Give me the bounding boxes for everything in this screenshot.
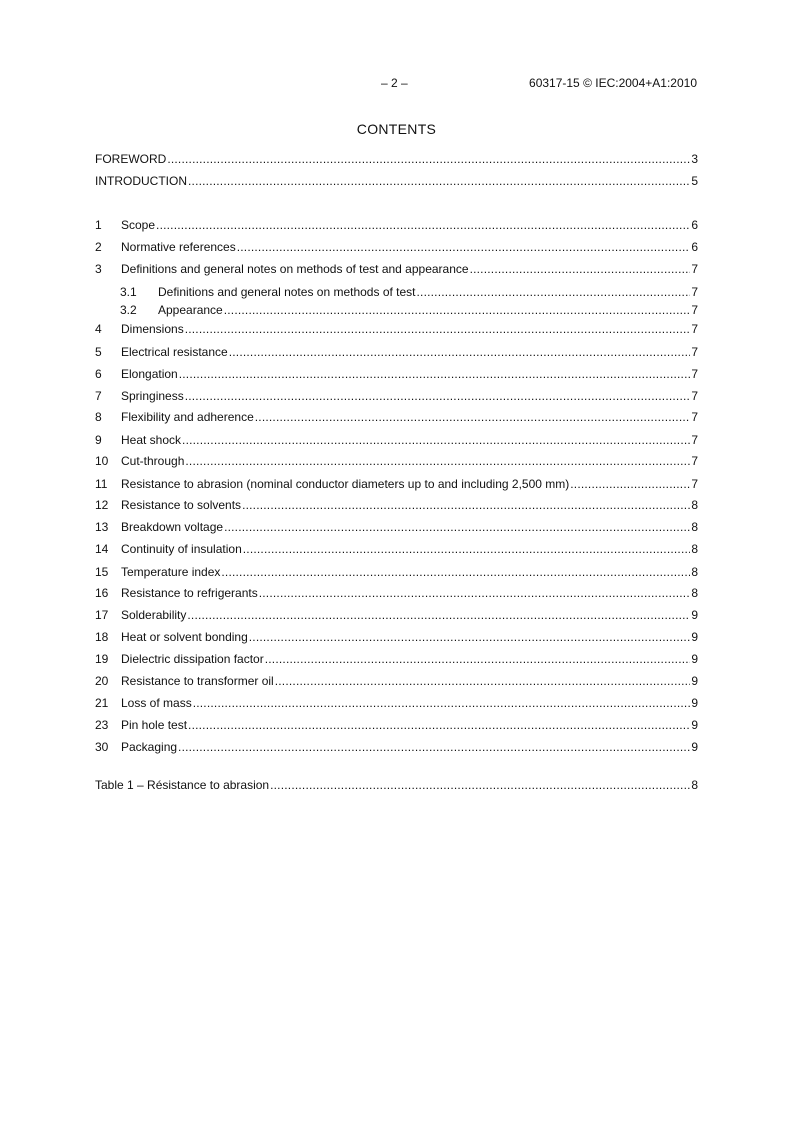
toc-entry-label: Normative references: [121, 240, 236, 254]
toc-entry-page: 3: [691, 152, 698, 166]
toc-entry-label: Loss of mass: [121, 696, 192, 710]
toc-entry-page: 7: [691, 285, 698, 299]
toc-entry-label: Resistance to solvents: [121, 498, 242, 512]
toc-entry-page: 8: [691, 498, 698, 512]
dot-leader: [265, 651, 691, 667]
toc-entry-number: 21: [95, 696, 109, 710]
toc-entry-label: Appearance: [158, 303, 223, 317]
toc-entry-page: 6: [691, 218, 698, 232]
dot-leader: [187, 607, 690, 623]
toc-entry-number: 8: [95, 410, 102, 424]
toc-entry-label: Continuity of insulation: [121, 542, 242, 556]
toc-entry-label: Definitions and general notes on methods of test: [158, 285, 416, 299]
dot-leader: [275, 673, 691, 689]
toc-entry-number: 18: [95, 630, 109, 644]
toc-entry-number: 10: [95, 454, 109, 468]
toc-entry-number: 3.2: [120, 303, 137, 317]
toc-entry-label: Pin hole test: [121, 718, 188, 732]
dot-leader: [249, 629, 691, 645]
dot-leader: [470, 261, 691, 277]
toc-entry-label: Dielectric dissipation factor: [121, 652, 264, 666]
toc-entry-page: 9: [691, 630, 698, 644]
toc-entry-page: 7: [691, 367, 698, 381]
toc-entry-number: 9: [95, 433, 102, 447]
toc-entry-label: Definitions and general notes on methods of test and appearance: [121, 262, 469, 276]
toc-entry-number: 3.1: [120, 285, 137, 299]
toc-entry-number: 20: [95, 674, 109, 688]
dot-leader: [570, 476, 690, 492]
toc-entry-page: 9: [691, 674, 698, 688]
toc-entry-label: Flexibility and adherence: [121, 410, 254, 424]
toc-entry-number: 1: [95, 218, 102, 232]
dot-leader: [185, 453, 690, 469]
toc-entry-label: Resistance to refrigerants: [121, 586, 258, 600]
dot-leader: [242, 497, 690, 513]
toc-entry-number: 19: [95, 652, 109, 666]
toc-entry-number: 13: [95, 520, 109, 534]
toc-entry-number: 14: [95, 542, 109, 556]
dot-leader: [237, 239, 691, 255]
toc-entry-clause-3-1[interactable]: [120, 284, 698, 300]
toc-entry-table-1[interactable]: [95, 777, 698, 793]
toc-entry-number: 17: [95, 608, 109, 622]
toc-entry-clause-1[interactable]: [95, 217, 698, 233]
toc-entry-clause-17[interactable]: [95, 607, 698, 623]
toc-entry-label: Packaging: [121, 740, 178, 754]
toc-entry-page: 8: [691, 586, 698, 600]
toc-entry-clause-30[interactable]: [95, 739, 698, 755]
dot-leader: [224, 519, 690, 535]
toc-entry-number: 11: [95, 477, 108, 491]
toc-entry-page: 8: [691, 778, 698, 792]
toc-entry-label: Electrical resistance: [121, 345, 228, 359]
toc-entry-clause-3-2[interactable]: [120, 302, 698, 318]
dot-leader: [243, 541, 691, 557]
toc-entry-label: Temperature index: [121, 565, 221, 579]
toc-entry-clause-2[interactable]: [95, 239, 698, 255]
dot-leader: [417, 284, 691, 300]
dot-leader: [188, 717, 690, 733]
dot-leader: [185, 388, 691, 404]
toc-entry-clause-10[interactable]: [95, 453, 698, 469]
toc-entry-introduction[interactable]: [95, 173, 698, 189]
toc-entry-page: 8: [691, 520, 698, 534]
toc-entry-label: INTRODUCTION: [95, 174, 187, 188]
toc-entry-label: Scope: [121, 218, 156, 232]
toc-entry-page: 8: [691, 542, 698, 556]
toc-entry-page: 9: [691, 652, 698, 666]
toc-entry-page: 9: [691, 696, 698, 710]
contents-title: CONTENTS: [356, 121, 437, 137]
toc-entry-page: 6: [691, 240, 698, 254]
toc-entry-clause-8[interactable]: [95, 409, 698, 425]
dot-leader: [182, 432, 690, 448]
toc-entry-clause-18[interactable]: [95, 629, 698, 645]
toc-entry-clause-7[interactable]: [95, 388, 698, 404]
dot-leader: [188, 173, 690, 189]
dot-leader: [224, 302, 691, 318]
toc-entry-label: Dimensions: [121, 322, 184, 336]
toc-entry-page: 7: [691, 389, 698, 403]
dot-leader: [167, 151, 690, 167]
toc-entry-label: Resistance to abrasion (nominal conductor diameters up to and including 2,500 mm): [121, 477, 570, 491]
dot-leader: [179, 366, 691, 382]
toc-entry-clause-6[interactable]: [95, 366, 698, 382]
toc-entry-number: 5: [95, 345, 102, 359]
toc-entry-page: 7: [691, 410, 698, 424]
toc-entry-label: Resistance to transformer oil: [121, 674, 274, 688]
toc-entry-clause-5[interactable]: [95, 344, 698, 360]
toc-entry-page: 9: [691, 718, 698, 732]
dot-leader: [221, 564, 690, 580]
toc-entry-clause-4[interactable]: [95, 321, 698, 337]
toc-entry-clause-12[interactable]: [95, 497, 698, 513]
toc-entry-label: Cut-through: [121, 454, 185, 468]
toc-entry-page: 7: [691, 322, 698, 336]
toc-entry-label: Springiness: [121, 389, 184, 403]
toc-entry-clause-14[interactable]: [95, 541, 698, 557]
toc-entry-clause-9[interactable]: [95, 432, 698, 448]
dot-leader: [255, 409, 691, 425]
toc-entry-clause-16[interactable]: [95, 585, 698, 601]
toc-entry-number: 4: [95, 322, 102, 336]
toc-entry-number: 15: [95, 565, 109, 579]
toc-entry-number: 23: [95, 718, 109, 732]
toc-entry-clause-3[interactable]: [95, 261, 698, 277]
dot-leader: [185, 321, 691, 337]
toc-entry-page: 7: [691, 345, 698, 359]
toc-entry-label: Elongation: [121, 367, 178, 381]
toc-entry-page: 7: [691, 454, 698, 468]
page-header: [0, 76, 793, 92]
toc-entry-page: 7: [691, 303, 698, 317]
toc-entry-page: 5: [691, 174, 698, 188]
toc-entry-clause-19[interactable]: [95, 651, 698, 667]
toc-entry-label: Heat or solvent bonding: [121, 630, 248, 644]
toc-entry-page: 7: [691, 262, 698, 276]
toc-entry-page: 7: [691, 433, 698, 447]
toc-entry-number: 3: [95, 262, 102, 276]
toc-entry-number: 30: [95, 740, 109, 754]
toc-entry-clause-13[interactable]: [95, 519, 698, 535]
toc-entry-page: 9: [691, 608, 698, 622]
toc-entry-label: Table 1 – Résistance to abrasion: [95, 778, 270, 792]
dot-leader: [178, 739, 690, 755]
toc-entry-page: 9: [691, 740, 698, 754]
toc-entry-clause-23[interactable]: [95, 717, 698, 733]
toc-entry-label: FOREWORD: [95, 152, 167, 166]
toc-entry-clause-11[interactable]: [95, 476, 698, 492]
dot-leader: [193, 695, 691, 711]
toc-entry-number: 6: [95, 367, 102, 381]
toc-entry-number: 16: [95, 586, 109, 600]
dot-leader: [259, 585, 691, 601]
toc-entry-number: 7: [95, 389, 102, 403]
toc-entry-page: 8: [691, 565, 698, 579]
toc-entry-foreword[interactable]: [95, 151, 698, 167]
toc-entry-label: Breakdown voltage: [121, 520, 224, 534]
dot-leader: [156, 217, 690, 233]
toc-entry-number: 12: [95, 498, 109, 512]
dot-leader: [229, 344, 691, 360]
toc-entry-clause-20[interactable]: [95, 673, 698, 689]
page-number: – 2 –: [381, 76, 408, 90]
dot-leader: [270, 777, 690, 793]
toc-entry-page: 7: [691, 477, 698, 491]
toc-entry-label: Heat shock: [121, 433, 182, 447]
document-reference: 60317-15 © IEC:2004+A1:2010: [529, 76, 697, 90]
toc-entry-clause-15[interactable]: [95, 564, 698, 580]
toc-entry-label: Solderability: [121, 608, 187, 622]
toc-entry-clause-21[interactable]: [95, 695, 698, 711]
toc-entry-number: 2: [95, 240, 102, 254]
